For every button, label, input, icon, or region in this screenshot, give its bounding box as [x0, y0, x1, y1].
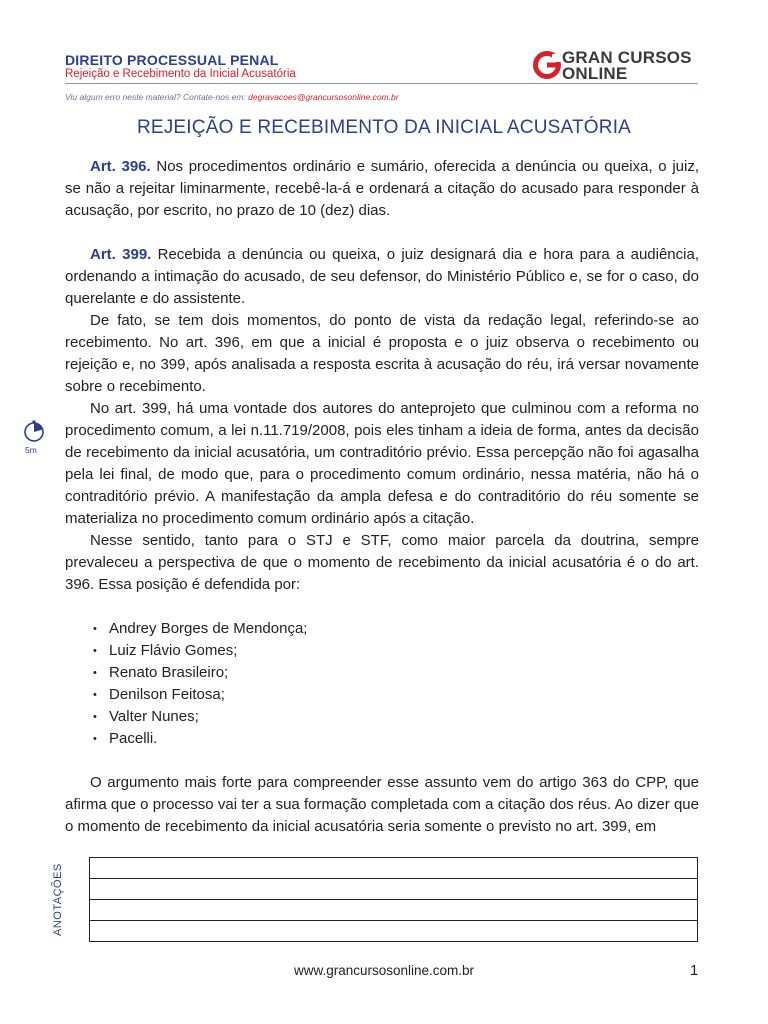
paragraph-art-399	[65, 244, 699, 310]
paragraph-text: Recebida a denúncia ou queixa, o juiz designará dia e hora para a audiência, ordenando a intimação do acusado, de seu defensor, do Ministério Público e, se for o caso, do querelante e do assistente.	[65, 246, 699, 307]
paragraph-text: Nos procedimentos ordinário e sumário, oferecida a denúncia ou queixa, o juiz, se não a rejeitar liminarmente, recebê-la-á e ordenará a citação do acusado para responder à acusação, por escrito, no prazo de 10 (dez) dias.	[65, 158, 699, 219]
logo-g-icon	[532, 50, 562, 80]
brand-logo	[532, 50, 702, 84]
main-content	[65, 156, 699, 838]
authors-list	[65, 618, 699, 750]
paragraph-art-396	[65, 156, 699, 222]
timer-label: 5m	[25, 445, 37, 455]
error-report-line	[65, 92, 399, 102]
footer-url[interactable]: www.grancursosonline.com.br	[293, 963, 475, 978]
paragraph: O argumento mais forte para compreender esse assunto vem do artigo 363 do CPP, que afirma que o processo vai ter a sua formação completada com a citação dos réus. Ao dizer que o momento de recebimento da inicial acusatória seria somente o previsto no art. 399, em	[65, 774, 699, 835]
paragraph: De fato, se tem dois momentos, do ponto de vista da redação legal, referindo-se ao recebimento. No art. 396, em que a inicial é proposta e o juiz observa o recebimento ou rejeição e, no 399, após analisada a resposta escrita à acusação do réu, irá versar novamente sobre o recebimento.	[65, 312, 699, 395]
header-topic: Rejeição e Recebimento da Inicial Acusatória	[65, 68, 296, 80]
notes-line	[90, 899, 697, 900]
notes-line	[90, 878, 697, 879]
article-ref: Art. 396.	[90, 158, 151, 175]
error-report-text: Viu algum erro neste material? Contate-nos em:	[65, 92, 249, 102]
paragraph: No art. 399, há uma vontade dos autores do anteprojeto que culminou com a reforma no procedimento comum, a lei n.11.719/2008, pois eles tinham a ideia de forma, antes da decisão de recebimento da inicial acusatória, um contraditório prévio. Essa percepção não foi agasalha pela lei final, de modo que, para o procedimento comum ordinário, nessa matéria, não há o contraditório prévio. A manifestação da ampla defesa e do contraditório do réu somente se materializa no procedimento comum ordinário após a citação.	[65, 400, 699, 527]
article-ref: Art. 399.	[90, 246, 152, 263]
list-item: • Valter Nunes;	[65, 706, 699, 728]
list-item: • Pacelli.	[65, 728, 699, 750]
paragraph: Nesse sentido, tanto para o STJ e STF, como maior parcela da doutrina, sempre prevaleceu a perspectiva de que o momento de recebimento da inicial acusatória é o do art. 396. Essa posição é defendida por:	[65, 532, 699, 593]
logo-line2: ONLINE	[562, 64, 628, 83]
page-number: 1	[690, 962, 699, 979]
notes-box[interactable]	[89, 857, 698, 942]
list-item: • Denilson Feitosa;	[65, 684, 699, 706]
error-report-email[interactable]: degravacoes@grancursosonline.com.br	[248, 92, 399, 102]
list-item: • Andrey Borges de Mendonça;	[65, 618, 699, 640]
page-title: REJEIÇÃO E RECEBIMENTO DA INICIAL ACUSATÓRIA	[136, 117, 632, 138]
notes-line	[90, 920, 697, 921]
notes-label: ANOTAÇÕES	[52, 863, 64, 936]
header-subject: DIREITO PROCESSUAL PENAL	[65, 52, 279, 68]
list-item: • Renato Brasileiro;	[65, 662, 699, 684]
logo-line1: GRAN CURSOS	[562, 48, 692, 67]
timer-icon	[22, 419, 46, 443]
list-item: • Luiz Flávio Gomes;	[65, 640, 699, 662]
